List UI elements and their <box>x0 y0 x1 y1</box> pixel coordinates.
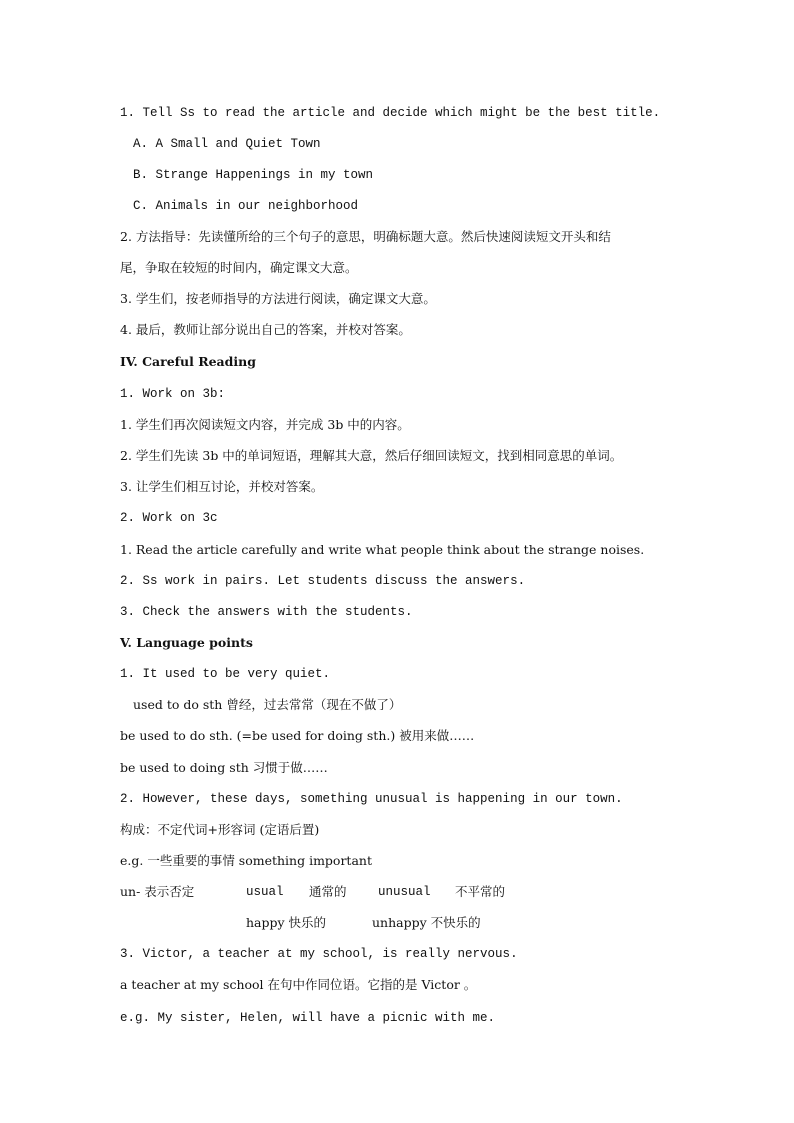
work-3c-heading: 2. Work on 3c <box>120 511 218 525</box>
instruction-item-2-line-2: 尾，争取在较短的时间内，确定课文大意。 <box>120 260 358 275</box>
section-heading-careful-reading: IV. Careful Reading <box>120 354 256 369</box>
word-unusual-meaning: 不平常的 <box>455 884 506 899</box>
language-point-1-be-used-to-do: be used to do sth. (=be used for doing sth.) 被用来做…… <box>120 728 475 743</box>
work-3c-step-2: 2. Ss work in pairs. Let students discuss the answers. <box>120 574 526 588</box>
word-unhappy: unhappy 不快乐的 <box>372 915 481 930</box>
word-usual-meaning: 通常的 <box>309 884 347 899</box>
instruction-item-2-line-1: 2. 方法指导：先读懂所给的三个句子的意思，明确标题大意。然后快速阅读短文开头和结 <box>120 229 611 244</box>
careful-step-2: 2. 学生们先读 3b 中的单词短语，理解其大意，然后仔细回读短文，找到相同意思的单词。 <box>120 448 623 463</box>
work-3b-heading: 1. Work on 3b: <box>120 387 226 401</box>
word-happy: happy 快乐的 <box>246 915 327 930</box>
careful-step-1: 1. 学生们再次阅读短文内容，并完成 3b 中的内容。 <box>120 417 410 432</box>
careful-step-3: 3. 让学生们相互讨论，并校对答案。 <box>120 479 324 494</box>
language-point-1-be-used-to-doing: be used to doing sth 习惯于做…… <box>120 760 328 775</box>
option-c: C. Animals in our neighborhood <box>133 199 359 213</box>
un-prefix-label: un- 表示否定 <box>120 884 195 899</box>
language-point-3: 3. Victor, a teacher at my school, is really nervous. <box>120 947 518 961</box>
work-3c-step-1: 1. Read the article carefully and write what people think about the strange noises. <box>120 542 645 557</box>
language-point-3-appositive: a teacher at my school 在句中作同位语。它指的是 Victor 。 <box>120 977 477 992</box>
language-point-3-example: e.g. My sister, Helen, will have a picnic with me. <box>120 1011 496 1025</box>
language-point-1: 1. It used to be very quiet. <box>120 667 331 681</box>
option-a: A. A Small and Quiet Town <box>133 137 321 151</box>
language-point-2: 2. However, these days, something unusual is happening in our town. <box>120 792 623 806</box>
language-point-2-structure: 构成：不定代词+形容词 (定语后置) <box>120 822 320 837</box>
work-3c-step-3: 3. Check the answers with the students. <box>120 605 413 619</box>
instruction-item-3: 3. 学生们，按老师指导的方法进行阅读，确定课文大意。 <box>120 291 436 306</box>
language-point-1-used-to: used to do sth 曾经，过去常常（现在不做了） <box>133 697 402 712</box>
language-point-2-example: e.g. 一些重要的事情 something important <box>120 853 372 868</box>
instruction-item-4: 4. 最后，教师让部分说出自己的答案，并校对答案。 <box>120 322 411 337</box>
word-unusual: unusual <box>378 885 431 899</box>
word-usual: usual <box>246 885 284 899</box>
option-b: B. Strange Happenings in my town <box>133 168 374 182</box>
instruction-item-1: 1. Tell Ss to read the article and decide which might be the best title. <box>120 106 661 120</box>
section-heading-language-points: V. Language points <box>120 635 253 650</box>
